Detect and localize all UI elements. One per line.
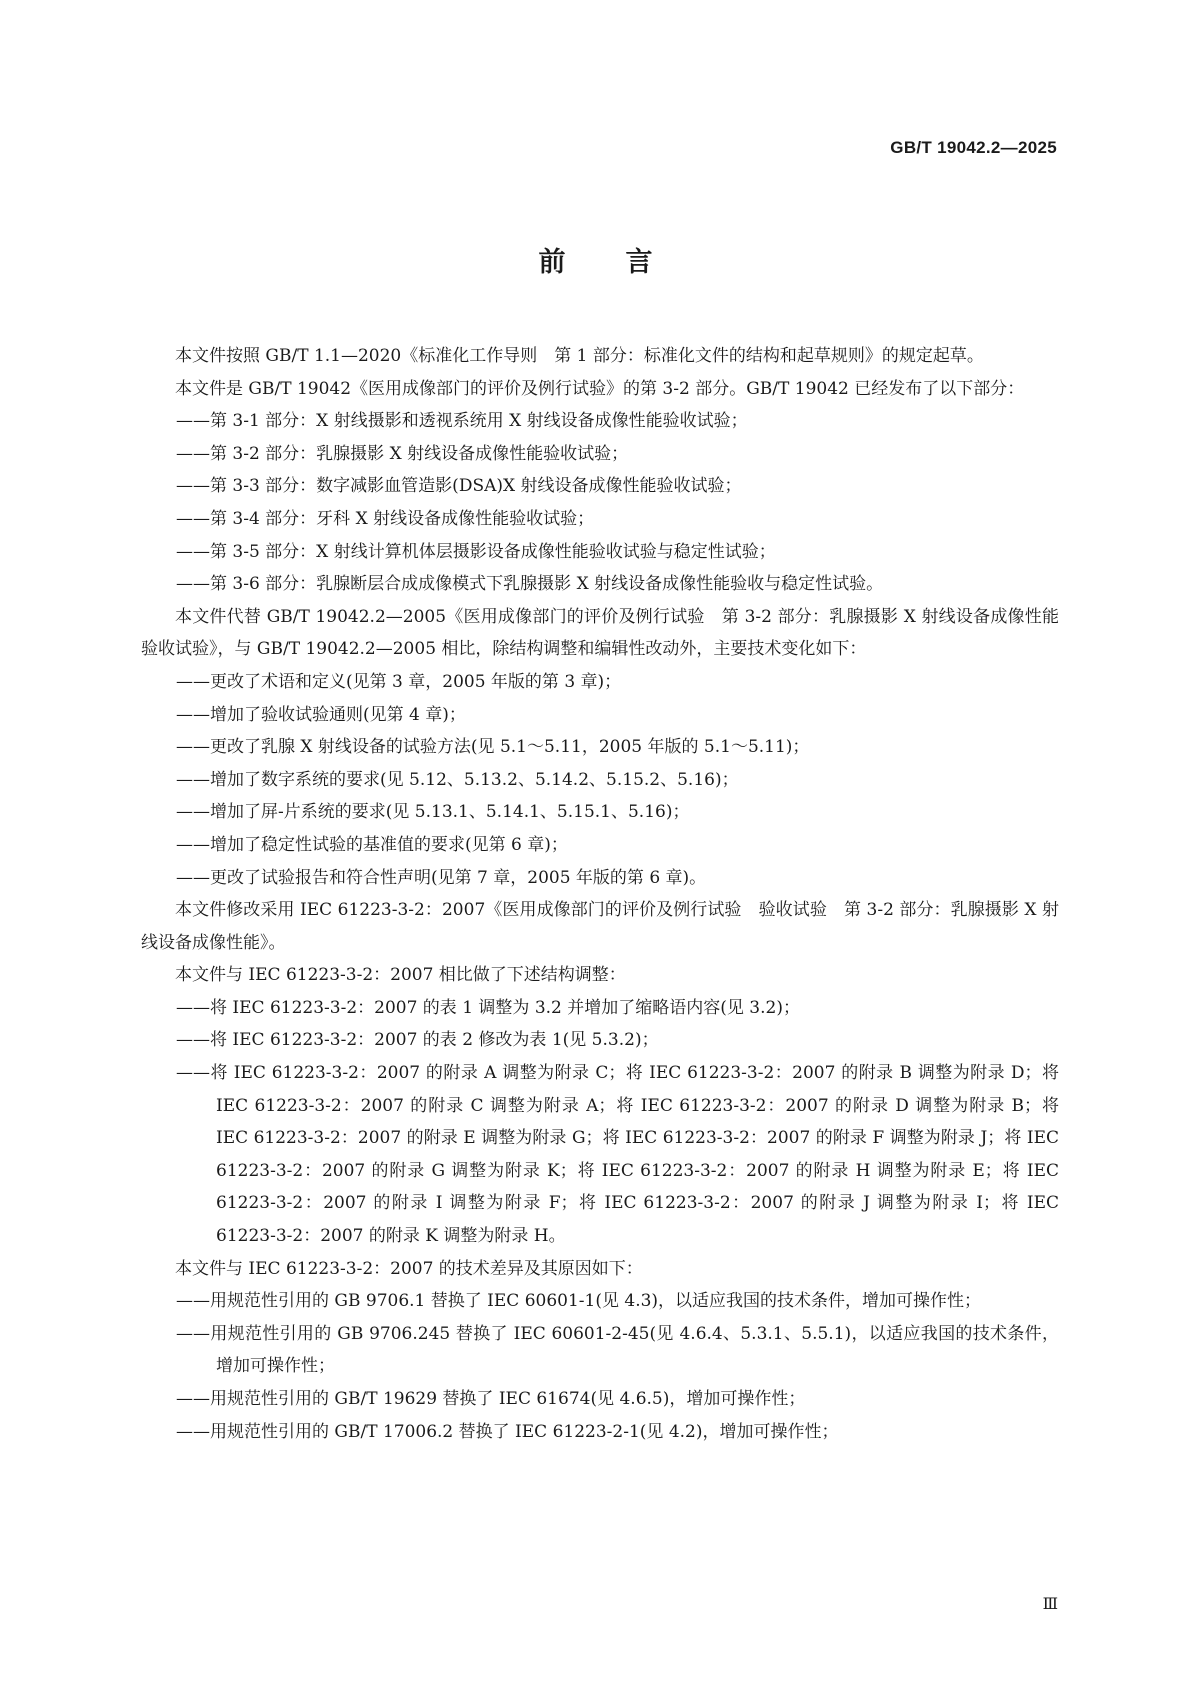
list-item: ——更改了乳腺 X 射线设备的试验方法(见 5.1～5.11，2005 年版的 5.1～5.11)； — [176, 737, 810, 758]
list-item: ——第 3-5 部分：X 射线计算机体层摄影设备成像性能验收试验与稳定性试验； — [176, 541, 776, 562]
list-item: ——将 IEC 61223-3-2：2007 的表 2 修改为表 1(见 5.3.2)； — [176, 1030, 659, 1051]
list-item: ——用规范性引用的 GB 9706.1 替换了 IEC 60601-1(见 4.3)，以适应我国的技术条件，增加可操作性； — [176, 1291, 982, 1312]
paragraph: 本文件与 IEC 61223-3-2：2007 的技术差异及其原因如下： — [175, 1258, 643, 1279]
list-item: ——用规范性引用的 GB 9706.245 替换了 IEC 60601-2-45(见 4.6.4、5.3.1、5.5.1)，以适应我国的技术条件，增加可操作性； — [176, 1323, 1059, 1377]
list-item: ——将 IEC 61223-3-2：2007 的附录 A 调整为附录 C；将 IEC 61223-3-2：2007 的附录 B 调整为附录 D；将 IEC 61223-3-2：2007 的附录 C 调整为附录 A；将 IEC 61223-3-2：2007 的附录 D 调整为附录 B；将 IEC 61223-3-2：2007 的附录 E 调整为附录 G；将 IEC 61223-3-2：2007 的附录 F 调整为附录 J；将 IEC 61223-3-2：2007 的附录 G 调整为附录 K；将 IEC 61223-3-2：2007 的附录 H 调整为附录 E；将 IEC 61223-3-2：2007 的附录 I 调整为附录 F；将 IEC 61223-3-2：2007 的附录 J 调整为附录 I；将 IEC 61223-3-2：2007 的附录 K 调整为附录 H。 — [176, 1063, 1059, 1247]
list-item: ——增加了数字系统的要求(见 5.12、5.13.2、5.14.2、5.15.2、5.16)； — [176, 769, 739, 790]
list-item: ——用规范性引用的 GB/T 19629 替换了 IEC 61674(见 4.6.5)，增加可操作性； — [176, 1389, 806, 1409]
list-item: ——第 3-3 部分：数字减影血管造影(DSA)X 射线设备成像性能验收试验； — [176, 476, 742, 497]
paragraph: 本文件与 IEC 61223-3-2：2007 相比做了下述结构调整： — [175, 965, 626, 986]
paragraph: 本文件代替 GB/T 19042.2—2005《医用成像部门的评价及例行试验 第 3-2 部分：乳腺摄影 X 射线设备成像性能验收试验》，与 GB/T 19042.2—2005 相比，除结构调整和编辑性改动外，主要技术变化如下： — [141, 606, 1059, 660]
list-item: ——第 3-4 部分：牙科 X 射线设备成像性能验收试验； — [176, 508, 595, 529]
page-title: 前言 — [538, 247, 713, 278]
list-item: ——用规范性引用的 GB/T 17006.2 替换了 IEC 61223-2-1(见 4.2)，增加可操作性； — [176, 1421, 839, 1442]
paragraph: 本文件按照 GB/T 1.1—2020《标准化工作导则 第 1 部分：标准化文件的结构和起草规则》的规定起草。 — [175, 346, 984, 366]
list-item: ——第 3-2 部分：乳腺摄影 X 射线设备成像性能验收试验； — [176, 443, 629, 464]
list-item: ——增加了稳定性试验的基准值的要求(见第 6 章)； — [176, 834, 568, 855]
list-item: ——第 3-1 部分：X 射线摄影和透视系统用 X 射线设备成像性能验收试验； — [176, 411, 748, 432]
paragraph: 本文件是 GB/T 19042《医用成像部门的评价及例行试验》的第 3-2 部分。GB/T 19042 已经发布了以下部分： — [175, 378, 1025, 399]
list-item: ——第 3-6 部分：乳腺断层合成成像模式下乳腺摄影 X 射线设备成像性能验收与稳定性试验。 — [176, 574, 884, 595]
list-item: ——更改了试验报告和符合性声明(见第 7 章，2005 年版的第 6 章)。 — [176, 867, 707, 888]
list-item: ——将 IEC 61223-3-2：2007 的表 1 调整为 3.2 并增加了缩略语内容(见 3.2)； — [176, 997, 800, 1018]
document-code: GB/T 19042.2—2025 — [890, 138, 1057, 157]
document-body — [141, 340, 1059, 1448]
list-item: ——更改了术语和定义(见第 3 章，2005 年版的第 3 章)； — [176, 671, 622, 692]
paragraph: 本文件修改采用 IEC 61223-3-2：2007《医用成像部门的评价及例行试验 验收试验 第 3-2 部分：乳腺摄影 X 射线设备成像性能》。 — [141, 900, 1059, 953]
list-item: ——增加了屏-片系统的要求(见 5.13.1、5.14.1、5.15.1、5.16)； — [176, 802, 690, 823]
list-item: ——增加了验收试验通则(见第 4 章)； — [176, 704, 466, 725]
page-number: Ⅲ — [1042, 1594, 1058, 1613]
